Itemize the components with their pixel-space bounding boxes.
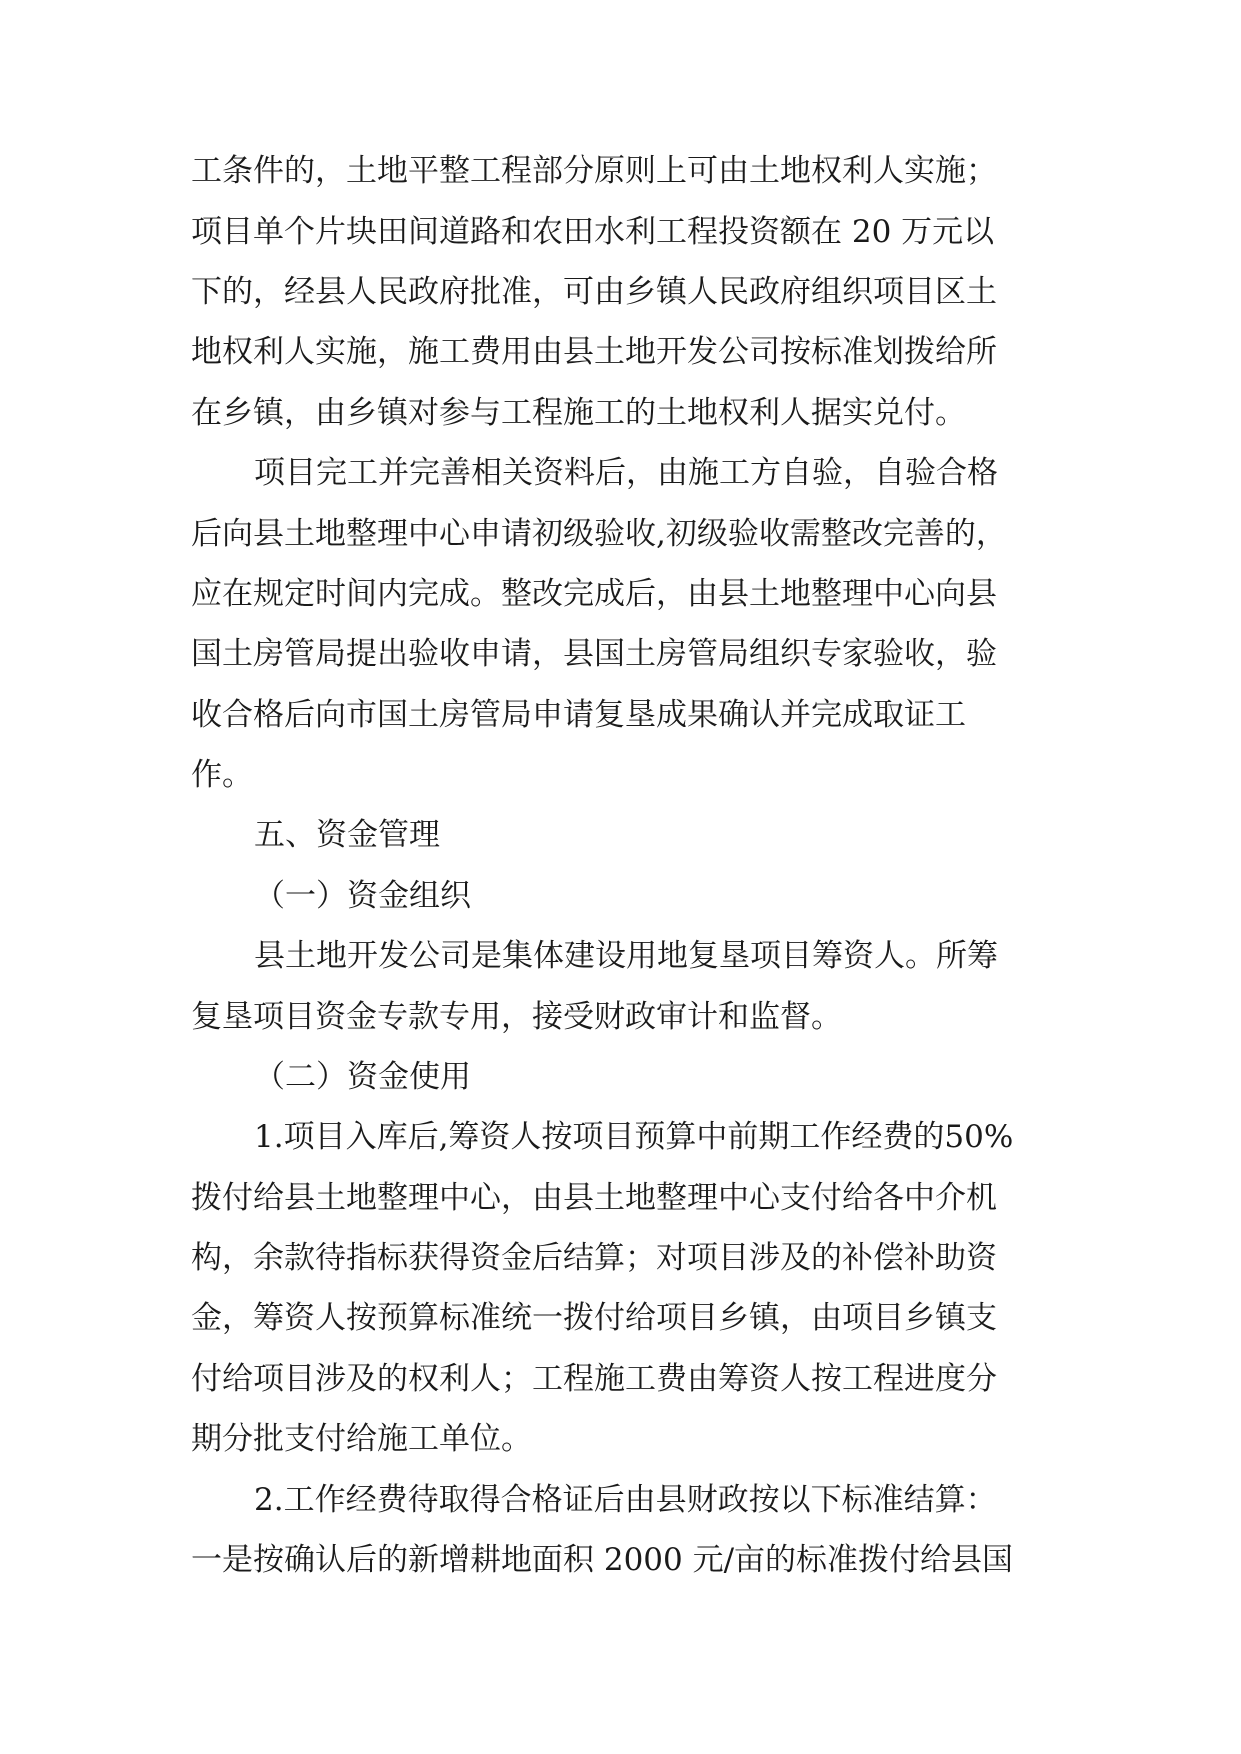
subsection-heading: （一）资金组织 (254, 878, 471, 914)
text-line: 下的，经县人民政府批准，可由乡镇人民政府组织项目区土 (191, 274, 997, 310)
text-line: 一是按确认后的新增耕地面积 2000 元/亩的标准拨付给县国 (191, 1542, 1014, 1578)
paragraph-first-line: 县土地开发公司是集体建设用地复垦项目筹资人。所筹 (254, 938, 998, 974)
text-line: 收合格后向市国土房管局申请复垦成果确认并完成取证工 (191, 697, 966, 733)
text-line: 复垦项目资金专款专用，接受财政审计和监督。 (191, 999, 842, 1035)
text-line: 作。 (191, 757, 253, 793)
text-line: 国土房管局提出验收申请，县国土房管局组织专家验收，验 (191, 636, 997, 672)
text-line: 付给项目涉及的权利人；工程施工费由筹资人按工程进度分 (191, 1361, 997, 1397)
text-line: 应在规定时间内完成。整改完成后，由县土地整理中心向县 (191, 576, 997, 612)
text-line: 构，余款待指标获得资金后结算；对项目涉及的补偿补助资 (191, 1240, 997, 1276)
paragraph-first-line: 2.工作经费待取得合格证后由县财政按以下标准结算： (254, 1482, 997, 1518)
text-line: 后向县土地整理中心申请初级验收,初级验收需整改完善的， (191, 516, 1007, 552)
text-line: 工条件的，土地平整工程部分原则上可由土地权利人实施； (191, 153, 997, 189)
text-line: 在乡镇，由乡镇对参与工程施工的土地权利人据实兑付。 (191, 395, 966, 431)
text-line: 拨付给县土地整理中心，由县土地整理中心支付给各中介机 (191, 1180, 997, 1216)
text-line: 期分批支付给施工单位。 (191, 1421, 532, 1457)
paragraph-first-line: 项目完工并完善相关资料后，由施工方自验，自验合格 (254, 455, 998, 491)
section-heading: 五、资金管理 (254, 817, 440, 853)
subsection-heading: （二）资金使用 (254, 1059, 471, 1095)
paragraph-first-line: 1.项目入库后,筹资人按项目预算中前期工作经费的50% (254, 1119, 1014, 1155)
text-line: 金，筹资人按预算标准统一拨付给项目乡镇，由项目乡镇支 (191, 1300, 997, 1336)
text-line: 项目单个片块田间道路和农田水利工程投资额在 20 万元以 (191, 214, 995, 250)
text-line: 地权利人实施，施工费用由县土地开发公司按标准划拨给所 (191, 334, 997, 370)
